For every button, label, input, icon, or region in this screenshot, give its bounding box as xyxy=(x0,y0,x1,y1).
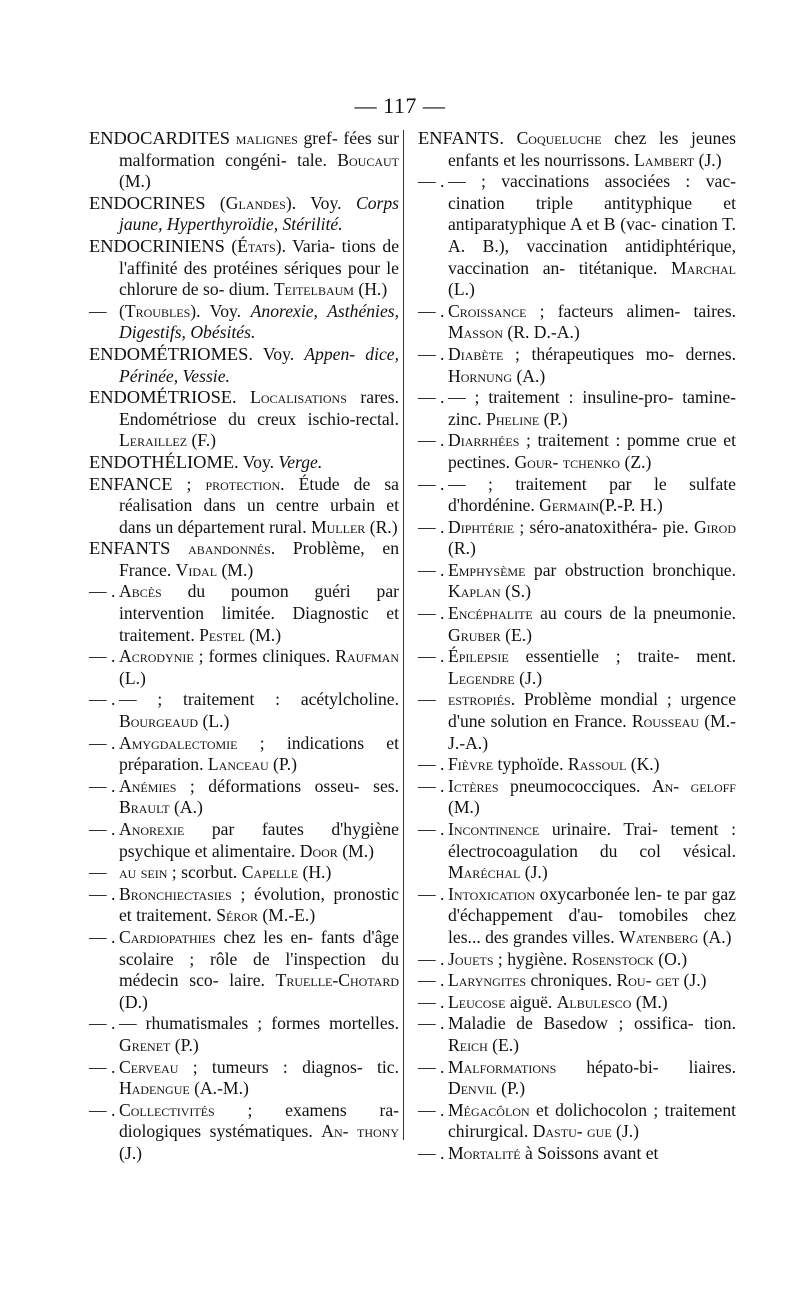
index-entry: — au sein ; scorbut. Capelle (H.) xyxy=(89,862,332,883)
index-entry: ENDOCARDITES malignes gref- fées sur malformation congéni- tale. Boucaut (M.) xyxy=(89,128,399,192)
index-entry: ENFANTS abandonnés. Problème, en France. Vidal (M.) xyxy=(89,538,399,580)
index-entry: ENDOTHÉLIOME. Voy. Verge. xyxy=(89,451,323,472)
index-entry: — . Diabète ; thérapeutiques mo- dernes. Hornung (A.) xyxy=(418,343,736,386)
left-column xyxy=(89,128,399,1165)
index-entry: — . Épilepsie essentielle ; traite- ment. Legendre (J.) xyxy=(418,646,736,688)
index-entry: — . — ; vaccinations associées : vac- cination triple antityphique et antiparatyphique A et B (vac- cination T. A. B.), vaccination antidiphtérique, vaccination an- titétanique. Marchal (L.) xyxy=(418,171,736,300)
index-entry: — . Acrodynie ; formes cliniques. Raufman (L.) xyxy=(89,646,399,688)
index-entry: — . Jouets ; hygiène. Rosenstock (O.) xyxy=(418,948,688,969)
index-entry: — . Diarrhées ; traitement : pomme crue et pectines. Gour- tchenko (Z.) xyxy=(418,430,736,472)
index-entry: — . Cerveau ; tumeurs : diagnos- tic. Hadengue (A.-M.) xyxy=(89,1056,399,1099)
index-entry: — . Laryngites chroniques. Rou- get (J.) xyxy=(418,970,707,991)
index-entry: ENDOCRINES (Glandes). Voy. Corps jaune, Hyperthyroïdie, Stérilité. xyxy=(89,192,399,235)
index-entry: — . Abcès du poumon guéri par intervention limitée. Diagnostic et traitement. Pestel (M.) xyxy=(89,581,399,645)
index-entry: ENFANCE ; protection. Étude de sa réalisation dans un centre urbain et dans un département rural. Muller (R.) xyxy=(89,473,399,537)
index-entry: — . Croissance ; facteurs alimen- taires. Masson (R. D.-A.) xyxy=(418,300,736,343)
index-entry: — . — ; traitement : insuline-pro- tamine-zinc. Pheline (P.) xyxy=(418,387,736,429)
index-entry: — . Cardiopathies chez les en- fants d'âge scolaire ; rôle de l'inspection du médecin sco- laire. Truelle-Chotard (D.) xyxy=(89,926,399,1012)
index-entry: — . Anémies ; déformations osseu- ses. Brault (A.) xyxy=(89,775,399,818)
index-entry: — . Fièvre typhoïde. Rassoul (K.) xyxy=(418,754,660,775)
index-entry: — . Encéphalite au cours de la pneumonie. Gruber (E.) xyxy=(418,603,736,645)
index-entry: — . Incontinence urinaire. Trai- tement : électrocoagulation du col vésical. Maréchal (J.) xyxy=(418,819,736,883)
index-entry: — . Amygdalectomie ; indications et préparation. Lanceau (P.) xyxy=(89,732,399,775)
index-entry: — . — ; traitement par le sulfate d'hordénine. Germain(P.-P. H.) xyxy=(418,473,736,516)
column-divider xyxy=(403,130,404,1140)
index-entry: — . Mégacôlon et dolichocolon ; traitement chirurgical. Dastu- gue (J.) xyxy=(418,1099,736,1142)
index-entry: — . — ; traitement : acétylcholine. Bourgeaud (L.) xyxy=(89,689,399,732)
index-entry: ENDOMÉTRIOSE. Localisations rares. Endométriose du creux ischio-rectal. Leraillez (F.) xyxy=(89,387,399,451)
index-entry: — . Emphysème par obstruction bronchique. Kaplan (S.) xyxy=(418,559,736,602)
index-entry: — . Diphtérie ; séro-anatoxithéra- pie. Girod (R.) xyxy=(418,516,736,559)
index-entry: — . Maladie de Basedow ; ossifica- tion. Reich (E.) xyxy=(418,1013,736,1055)
index-entry: — . — rhumatismales ; formes mortelles. Grenet (P.) xyxy=(89,1013,399,1055)
index-entry: — . Intoxication oxycarbonée len- te par gaz d'échappement d'au- tomobiles chez les... des grandes villes. Watenberg (A.) xyxy=(418,883,736,947)
index-entry: — . Mortalité à Soissons avant et xyxy=(418,1142,659,1163)
page-number: — 117 — xyxy=(354,93,446,118)
index-entry: — . Collectivités ; examens ra- diologiques systématiques. An- thony (J.) xyxy=(89,1099,399,1163)
right-column xyxy=(418,128,736,1165)
index-entry: — (Troubles). Voy. Anorexie, Asthénies, Digestifs, Obésités. xyxy=(89,300,400,343)
index-entry: ENDOMÉTRIOMES. Voy. Appen- dice, Périnée, Vessie. xyxy=(89,343,399,386)
index-entry: — . Leucose aiguë. Albulesco (M.) xyxy=(418,991,668,1012)
index-entry: — estropiés. Problème mondial ; urgence d'une solution en France. Rousseau (M.-J.-A.) xyxy=(418,689,736,753)
index-entry: — . Anorexie par fautes d'hygiène psychique et alimentaire. Door (M.) xyxy=(89,819,399,861)
index-entry: ENDOCRINIENS (États). Varia- tions de l'affinité des protéines sériques pour le chlorure de so- dium. Teitelbaum (H.) xyxy=(89,235,399,300)
index-entry: — . Ictères pneumococciques. An- geloff (M.) xyxy=(418,775,736,818)
index-entry: ENFANTS. Coqueluche chez les jeunes enfants et les nourrissons. Lambert (J.) xyxy=(418,128,736,170)
index-entry: — . Bronchiectasies ; évolution, pronostic et traitement. Séror (M.-E.) xyxy=(89,883,399,926)
index-entry: — . Malformations hépato-bi- liaires. Denvil (P.) xyxy=(418,1056,736,1099)
